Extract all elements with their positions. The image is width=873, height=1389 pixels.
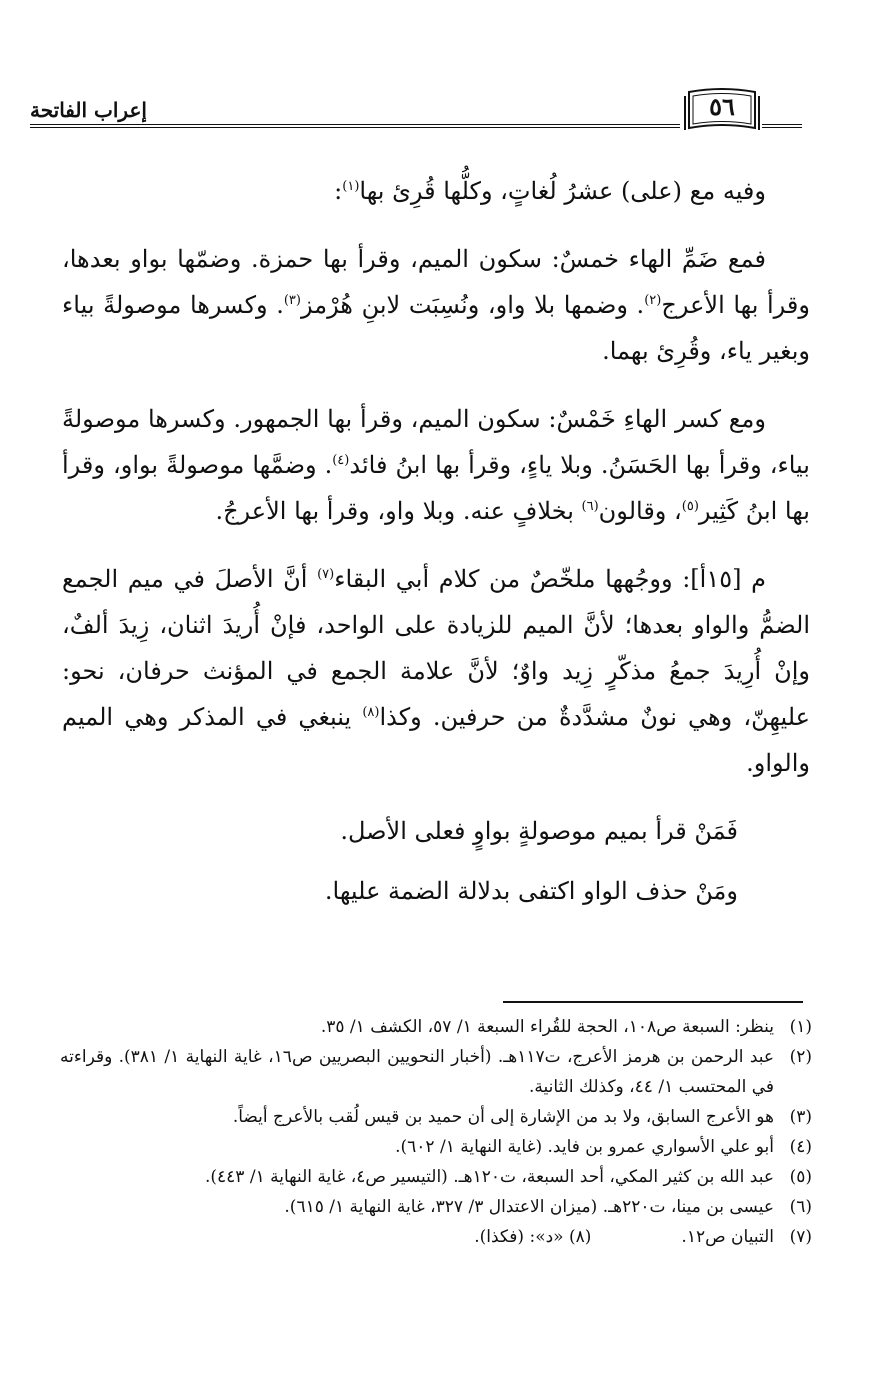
footnote-5: (٥) عبد الله بن كثير المكي، أحد السبعة، ت١٢٠هـ. (التيسير ص٤، غاية النهاية ١/ ٤٤٣). bbox=[205, 1167, 812, 1187]
paragraph-1: وفيه مع (على) عشرُ لُغاتٍ، وكلُّها قُرِئ بها$^{(١)}$: bbox=[334, 177, 766, 205]
footnote-6: (٦) عيسى بن مينا، ت٢٢٠هـ. (ميزان الاعتدال ٣/ ٣٢٧، غاية النهاية ١/ ٦١٥). bbox=[284, 1197, 812, 1217]
footnotes bbox=[60, 1012, 812, 1252]
page-number: ٥٦ bbox=[709, 92, 735, 121]
footnote-ref-4[interactable]: (٤) bbox=[332, 453, 350, 468]
footnote-separator bbox=[503, 1001, 803, 1003]
footnote-ref-6[interactable]: (٦) bbox=[581, 499, 599, 514]
footnote-ref-5[interactable]: (٥) bbox=[681, 499, 699, 514]
footnote-4: (٤) أبو علي الأسواري عمرو بن فايد. (غاية النهاية ١/ ٦٠٢). bbox=[395, 1137, 812, 1157]
main-text bbox=[62, 168, 810, 928]
footnote-2: (٢) عبد الرحمن بن هرمز الأعرج، ت١١٧هـ. (أخبار النحويين البصريين ص١٦، غاية النهاية ١/ ٣٨١). وقراءته في المحتسب ١/ ٤٤، وكذلك الثانية. bbox=[60, 1047, 812, 1097]
footnote-ref-8[interactable]: (٨) bbox=[362, 705, 380, 720]
footnote-ref-1[interactable]: (١) bbox=[342, 179, 360, 194]
paragraph-3: ومع كسر الهاءِ خَمْسٌ: سكون الميم، وقرأ بها الجمهور. وكسرها موصولةً بياء، وقرأ بها الحَسَنُ. وبلا ياءٍ، وقرأ بها ابنُ فائد$^{(٤)}$. وضمَّها موصولةً بواو، وقرأ بها ابنُ كَثِير$^{(٥)}$، وقالون$^{(٦)}$ بخلافٍ عنه. وبلا واو، وقرأ بها الأعرجُ. bbox=[62, 405, 810, 525]
footnote-8: (٨) «د»: (فكذا). bbox=[474, 1227, 592, 1247]
paragraph-6: ومَنْ حذف الواو اكتفى بدلالة الضمة عليها. bbox=[324, 877, 738, 905]
footnote-ref-7[interactable]: (٧) bbox=[317, 567, 335, 582]
footnote-ref-2[interactable]: (٢) bbox=[644, 293, 662, 308]
footnote-3: (٣) هو الأعرج السابق، ولا بد من الإشارة إلى أن حميد بن قيس لُقب بالأعرج أيضاً. bbox=[232, 1107, 812, 1127]
header-rule-right bbox=[762, 124, 802, 128]
paragraph-5: فَمَنْ قرأ بميم موصولةٍ بواوٍ فعلى الأصل. bbox=[340, 817, 738, 845]
footnote-1: (١) ينظر: السبعة ص١٠٨، الحجة للقُراء السبعة ١/ ٥٧، الكشف ١/ ٣٥. bbox=[320, 1017, 812, 1037]
running-title: إعراب الفاتحة bbox=[30, 98, 147, 122]
paragraph-4: م [١٥أ]: ووجُهها ملخّصٌ من كلام أبي البقاء$^{(٧)}$ أنَّ الأصلَ في ميم الجمع الضمُّ والواو بعدها؛ لأنَّ الميم للزيادة على الواحد، فإنْ أُريدَ اثنان، زِيدَ ألفٌ، وإنْ أُرِيدَ جمعُ مذكّرٍ زِيد واوٌ؛ لأنَّ علامة الجمع في المؤنث حرفان، نحو: عليهِنّ، وهي نونٌ مشدَّدةٌ من حرفين. وكذا$^{(٨)}$ ينبغي في المذكر وهي الميم والواو. bbox=[62, 565, 810, 777]
paragraph-2: فمع ضَمِّ الهاء خمسٌ: سكون الميم، وقرأ بها حمزة. وضمّها بواو بعدها، وقرأ بها الأعرج$^{(٢)}$. وضمها بلا واو، ونُسِبَت لابنِ هُرْمز$^{(٣)}$. وكسرها موصولةً بياء وبغير ياء، وقُرِئ بهما. bbox=[62, 245, 810, 365]
footnote-7: (٧) التبيان ص١٢.(٨) «د»: (فكذا). bbox=[474, 1227, 812, 1247]
page-number-frame bbox=[683, 86, 761, 134]
header-rule-left bbox=[30, 124, 680, 128]
footnote-ref-3[interactable]: (٣) bbox=[283, 293, 301, 308]
